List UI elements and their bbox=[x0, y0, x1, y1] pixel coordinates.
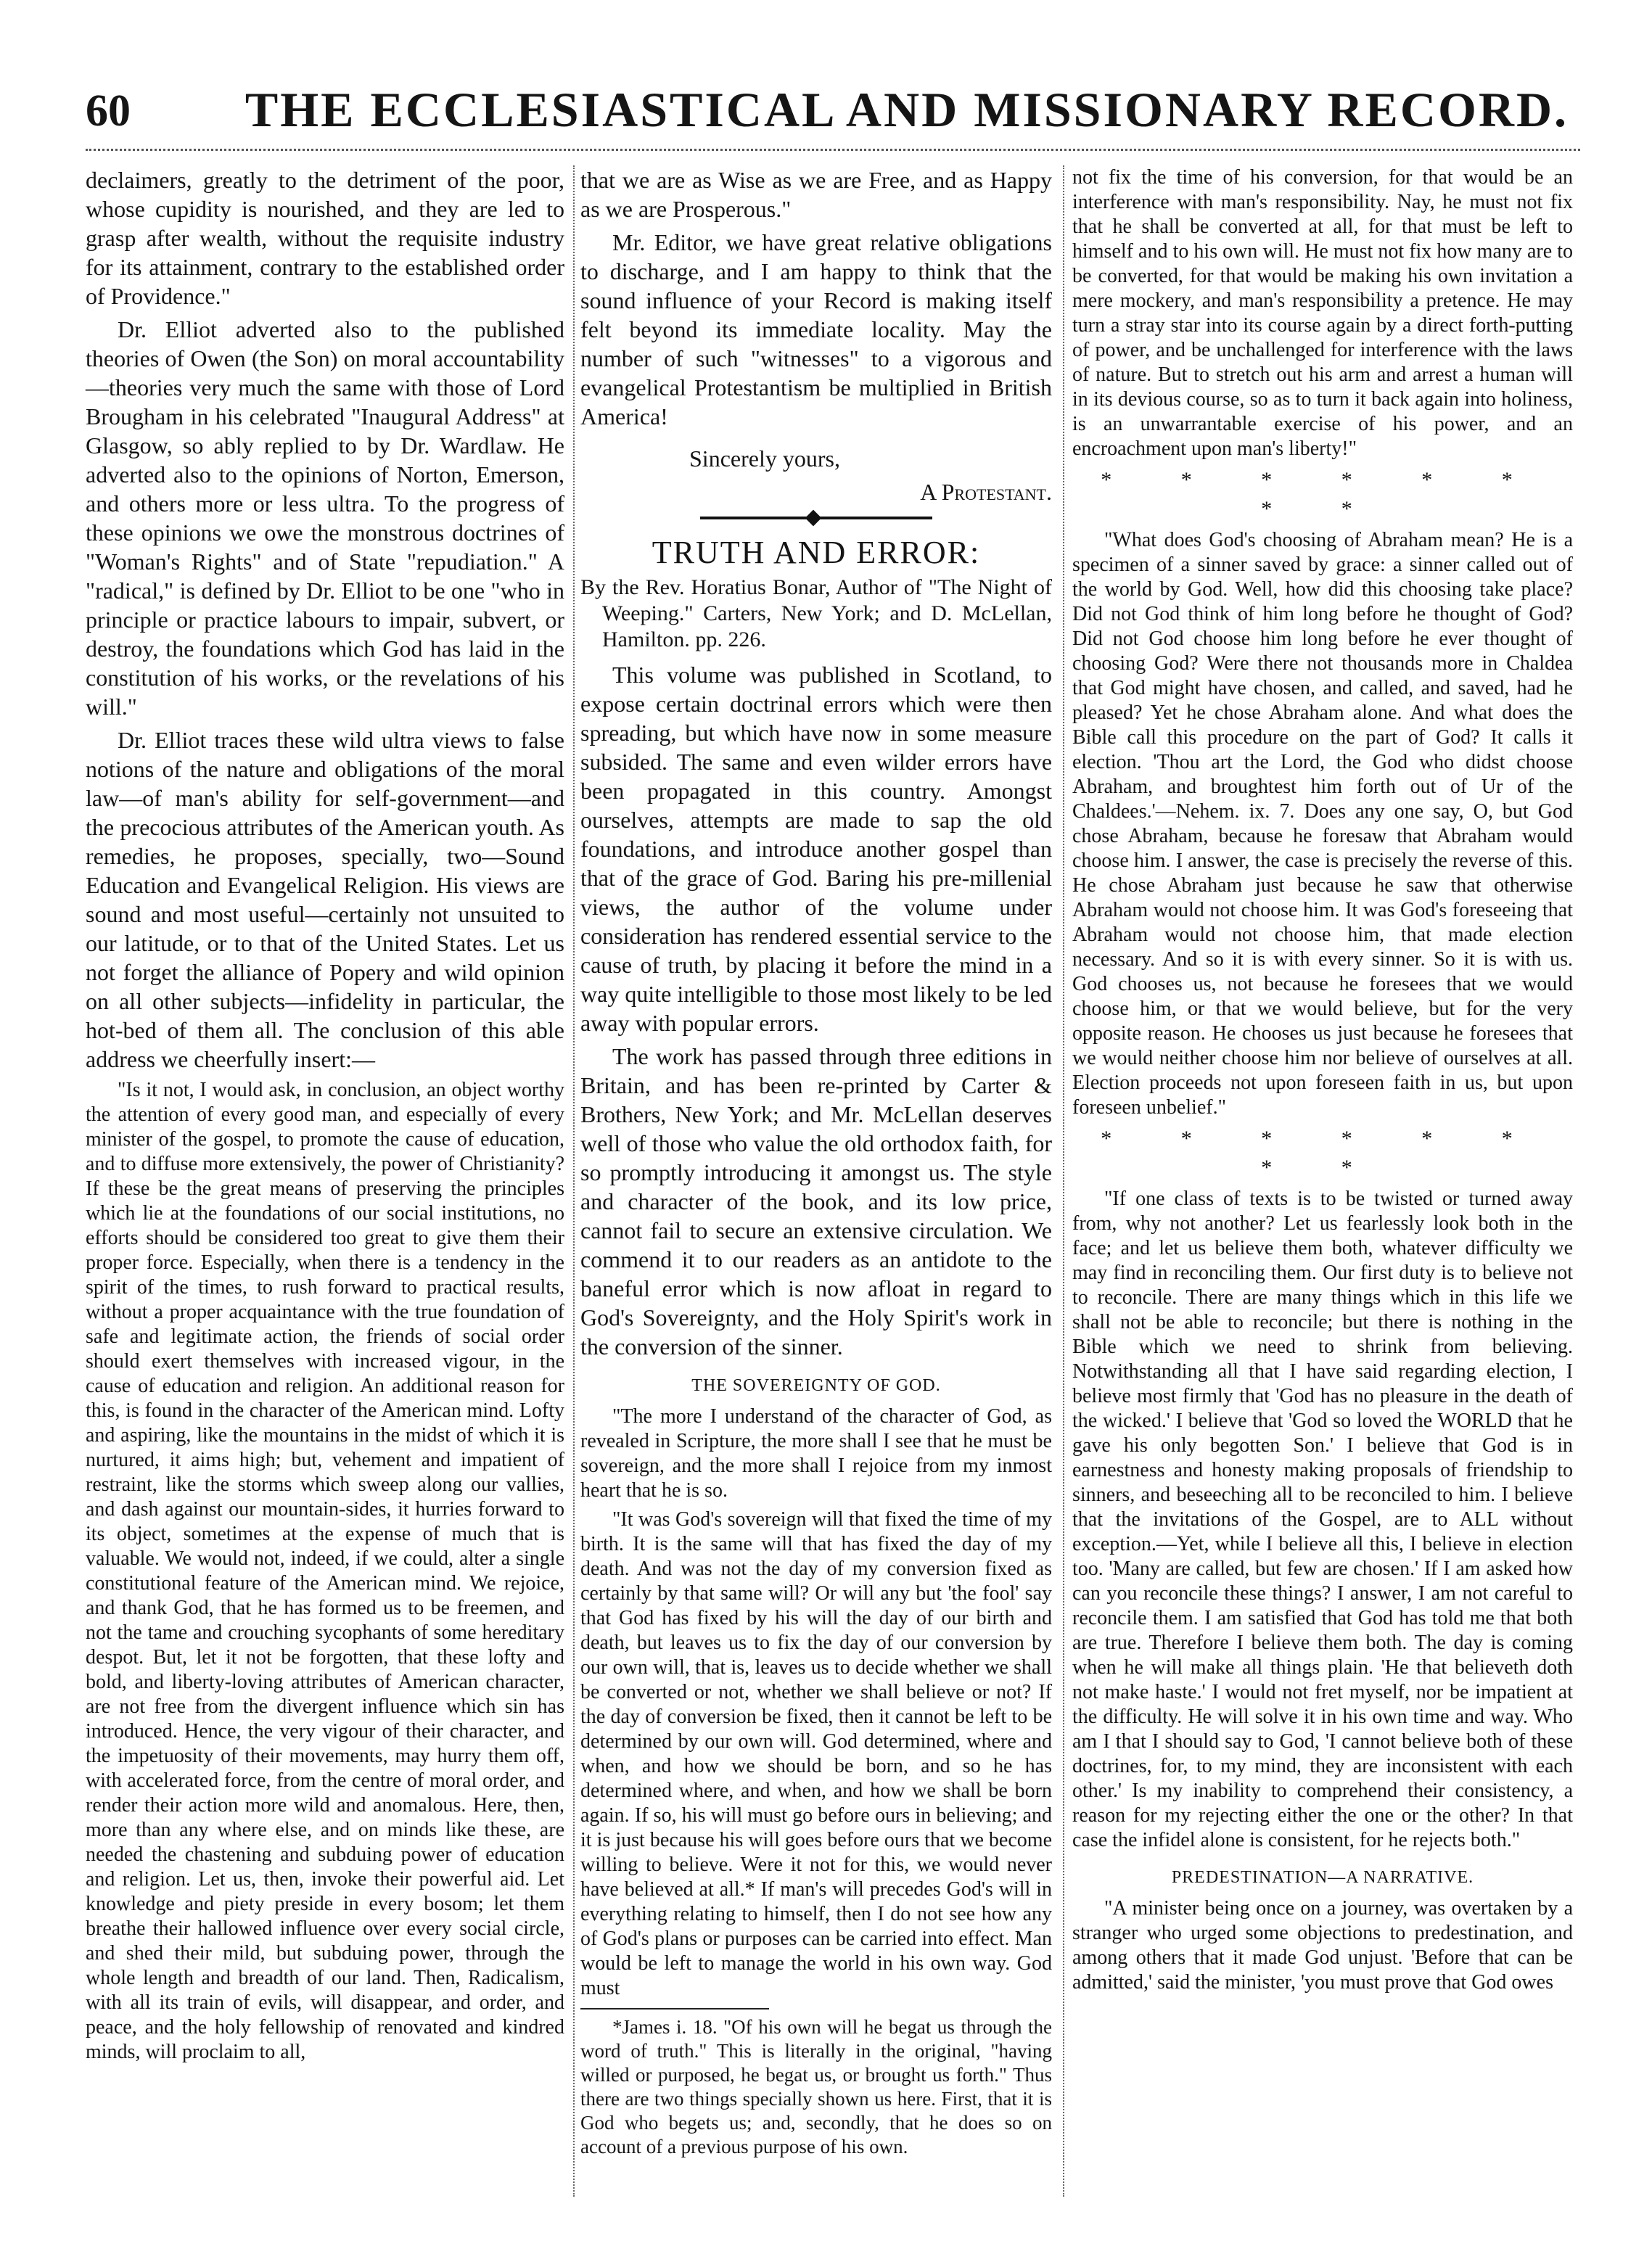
asterism: * * * * * * * * bbox=[1101, 1127, 1545, 1180]
paragraph: that we are as Wise as we are Free, and as Happy as we are Prosperous." bbox=[580, 167, 1052, 222]
letter-signature: A Protestant. bbox=[920, 479, 1052, 505]
article-title: TRUTH AND ERROR: bbox=[652, 535, 981, 570]
paragraph: The work has passed through three editions in Britain, and has been re-printed by Carter & Brothers, New York; and Mr. McLellan deserves well of those who value the old orthodox faith, for so promptly introducing it amongst us. The style and character of the book, and its low price, cannot fail to secure an extensive circulation. We commend it to our readers as an antidote to the baneful error which is now afloat in regard to God's Sovereignty, and the Holy Spirit's work in the conversion of the sinner. bbox=[580, 1043, 1052, 1359]
header-rule bbox=[86, 149, 1580, 151]
column-divider-left bbox=[573, 165, 575, 2197]
quoted-paragraph: "It was God's sovereign will that fixed the time of my birth. It is the same will that has fixed the day of my death. And was not the day of my conversion fixed as certainly by that same will? Or will any but 'the fool' say that God has fixed by his will the day of our birth and death, but leaves us to fix the day of our conversion by our own will, that is, leaves us to decide whether we shall be converted or not, whether we shall believe or not? If the day of conversion be fixed, then it cannot be left to be determined by our own will. God determined, where and when, and how we should be born, and so he has determined where, and when, and how we shall be born again. If so, his will must go before ours in believing; and it is just because his will goes before ours that we become willing to believe. Were it not for this, we would never have believed at all.* If man's will precedes God's will in everything relating to himself, then I do not see how any of God's plans or purposes can be carried into effect. Man would be left to manage the world in his own way. God must bbox=[580, 1508, 1052, 1999]
footnote-rule bbox=[580, 2008, 769, 2010]
left-column bbox=[86, 165, 564, 2069]
footnote: *James i. 18. "Of his own will he begat us through the word of truth." This is literally in the original, "having willed or purposed, he begat us, or brought us forth." Thus there are two things specially shown us here. First, that it is God who begets us; and, secondly, that he does so on account of a previous purpose of his own. bbox=[580, 2016, 1052, 2157]
quoted-paragraph: "The more I understand of the character of God, as revealed in Scripture, the more shall I see that he must be sovereign, and the more shall I rejoice from my inmost heart that he is so. bbox=[580, 1405, 1052, 1502]
asterism: * * * * * * * * bbox=[1101, 468, 1545, 521]
quoted-paragraph: "Is it not, I would ask, in conclusion, an object worthy the attention of every good man, and especially of every minister of the gospel, to promote the cause of education, and to diffuse more extensively, the power of Christianity? If these be the great means of preserving the principles which lie at the foundations of our social institutions, no efforts should be considered too great to give them their proper force. Especially, when there is a tendency in the spirit of the times, to rush forward to practical results, without a proper acquaintance with the true foundation of safe and legitimate action, the friends of social order should exert themselves with increased vigour, in the cause of education and religion. An additional reason for this, is found in the character of the American mind. Lofty and aspiring, like the mountains in the midst of which it is nurtured, it aims high; but, vehement and impatient of restraint, like the storms which sweep along our vallies, and dash against our mountain-sides, it hurries forward to its object, sometimes at the expense of much that is valuable. We would not, indeed, if we could, alter a single constitutional feature of the American mind. We rejoice, and thank God, that he has formed us to be freemen, and not the tame and crouching sycophants of some hereditary despot. But, let it not be forgotten, that these lofty and bold, and liberty-loving attributes of American character, are not free from the divergent influence which sin has introduced. Hence, the very vigour of their character, and the impetuosity of their movements, may hurry them off, with accelerated force, from the centre of moral order, and render their action more wild and anomalous. Here, then, more than any where else, and on minds like these, are needed the chastening and subduing power of education and religion. Let us, then, invoke their powerful aid. Let knowledge and piety preside in every bosom; let them breathe their hallowed influence over every social circle, and shed their mild, but subduing power, through the whole length and breadth of our land. Then, Radicalism, with all its train of evils, will disappear, and order, and peace, and the holy fellowship of renovated and kindred minds, will proclaim to all, bbox=[86, 1079, 564, 2063]
right-column bbox=[1072, 165, 1573, 1999]
middle-column bbox=[580, 165, 1052, 2163]
paragraph: Dr. Elliot adverted also to the published theories of Owen (the Son) on moral accountability—theories very much the same with those of Lord Brougham in his celebrated "Inaugural Address" at Glasgow, so ably replied to by Dr. Wardlaw. He adverted also to the opinions of Norton, Emerson, and others more or less ultra. To the progress of these opinions we owe the monstrous doctrines of "Woman's Rights" and of State "repudiation." A "radical," is defined by Dr. Elliot to be one "who in principle or practice labours to impair, subvert, or destroy, the foundations which God has laid in the constitution of his works, or the revelations of his will." bbox=[86, 316, 564, 720]
paragraph: declaimers, greatly to the detriment of the poor, whose cupidity is nourished, and they are led to grasp after wealth, without the requisite industry for its attainment, contrary to the established order of Providence." bbox=[86, 167, 564, 309]
letter-signoff: Sincerely yours, bbox=[689, 445, 840, 472]
section-heading: PREDESTINATION—A NARRATIVE. bbox=[1171, 1868, 1474, 1887]
column-divider-right bbox=[1063, 165, 1064, 2197]
section-heading: THE SOVEREIGNTY OF GOD. bbox=[691, 1376, 941, 1395]
running-head: THE ECCLESIASTICAL AND MISSIONARY RECORD. bbox=[244, 82, 1569, 137]
paragraph: Dr. Elliot traces these wild ultra views to false notions of the nature and obligations of the moral law—of man's ability for self-government—and the precocious attributes of the American youth. As remedies, he proposes, specially, two—Sound Education and Evangelical Religion. His views are sound and most useful—certainly not unsuited to our latitude, or to that of the United States. Let us not forget the alliance of Popery and wild opinion on all other subjects—infidelity in particular, the hot-bed of them all. The conclusion of this able address we cheerfully insert:— bbox=[86, 727, 564, 1072]
quoted-paragraph: "What does God's choosing of Abraham mean? He is a specimen of a sinner saved by grace: a sinner called out of the world by God. Well, how did this choosing take place? Did not God think of him long before he thought of God? Did not God choose him long before he ever thought of choosing God? Were there not thousands more in Chaldea that God might have chosen, and called, and saved, had he pleased? Yet he chose Abraham alone. And what does the Bible call this procedure on the part of God? It calls it election. 'Thou art the Lord, the God who didst choose Abraham, and broughtest him forth out of Ur of the Chaldees.'—Nehem. ix. 7. Does any one say, O, but God chose Abraham, because he foresaw that Abraham would choose him. I answer, the case is precisely the reverse of this. He chose Abraham just because he saw that otherwise Abraham would not choose him. It was God's foreseeing that Abraham would not choose him, that made election necessary. And so it is with every sinner. So it is with us. God chooses us, not because he foresees that we would choose him, or that we would believe, but for the very opposite reason. He chooses us just because he foresees that we would neither choose him nor believe of ourselves at all. Election proceeds not upon foreseen faith in us, but upon foreseen unbelief." bbox=[1072, 529, 1573, 1119]
article-byline: By the Rev. Horatius Bonar, Author of "The Night of Weeping." Carters, New York; and D. McLellan, Hamilton. pp. 226. bbox=[580, 575, 1052, 651]
paragraph: This volume was published in Scotland, to expose certain doctrinal errors which were then spreading, but which have now in some measure subsided. The same and even wilder errors have been propagated in this country. Amongst ourselves, attempts are made to sap the old foundations, and introduce another gospel than that of the grace of God. Baring his pre-millenial views, the author of the volume under consideration has rendered essential service to the cause of truth, by placing it before the mind in a way quite intelligible to those most likely to be led away with popular errors. bbox=[580, 662, 1052, 1036]
quoted-paragraph: "If one class of texts is to be twisted or turned away from, why not another? Let us fearlessly look both in the face; and let us believe them both, whatever difficulty we may find in reconciling them. Our first duty is to believe not to reconcile. There are many things which in this life we shall not be able to reconcile; but there is nothing in the Bible which we need to shrink from believing. Notwithstanding all that I have said regarding election, I believe most firmly that 'God has no pleasure in the death of the wicked.' I believe that 'God so loved the WORLD that he gave his only begotten Son.' I believe that God is in earnestness and honesty making proposals of friendship to sinners, and beseeching all to be reconciled to him. I believe that the invitations of the Gospel, are to ALL without exception.—Yet, while I believe all this, I believe in election too. 'Many are called, but few are chosen.' If I am asked how can you reconcile these things? I answer, I am not careful to reconcile them. I am satisfied that God has told me that both are true. Therefore I believe them both. The day is coming when he will make all things plain. 'He that believeth doth not make haste.' I would not fret myself, nor be impatient at the difficulty. He will solve it in his own time and way. Who am I that I should say to God, 'I cannot believe both of these doctrines, for, to my mind, they are inconsistent with each other.' Is my inability to comprehend their consistency, a reason for my rejecting either the one or the other? In that case the infidel alone is consistent, for he rejects both." bbox=[1072, 1188, 1573, 1851]
quoted-paragraph: not fix the time of his conversion, for that would be an interference with man's responsibility. Nay, he must not fix that he shall be converted at all, for that must be left to himself and to his own will. He must not fix how many are to be converted, for that would be making his own invitation a mere mockery, and man's responsibility a pretence. He may turn a stray star into its course again by a direct forth-putting of power, and be unchallenged for interference with the laws of nature. But to stretch out his arm and arrest a human will in its devious course, so as to turn it back again into holiness, is an unwarrantable exercise of his power, and an encroachment upon man's liberty!" bbox=[1072, 166, 1573, 460]
page-number: 60 bbox=[86, 86, 131, 136]
section-divider bbox=[700, 517, 932, 525]
quoted-paragraph: "A minister being once on a journey, was overtaken by a stranger who urged some objections to predestination, and among others that it made God unjust. 'Before that can be admitted,' said the minister, 'you must prove that God owes bbox=[1072, 1897, 1573, 1994]
paragraph: Mr. Editor, we have great relative obligations to discharge, and I am happy to think that the sound influence of your Record is making itself felt beyond its immediate locality. May the number of such "witnesses" to a vigorous and evangelical Protestantism be multiplied in British America! bbox=[580, 229, 1052, 429]
